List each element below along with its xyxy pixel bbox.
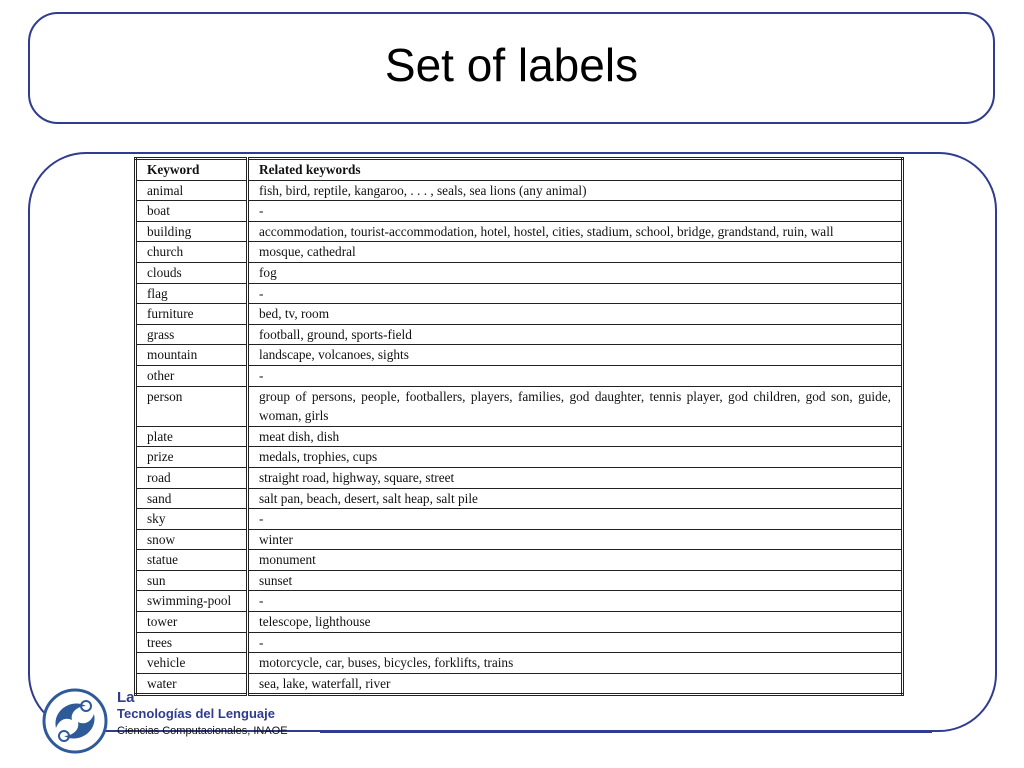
related-keywords-cell: landscape, volcanoes, sights: [248, 345, 903, 366]
keyword-cell: statue: [136, 550, 248, 571]
table-row: [136, 632, 903, 653]
keyword-cell: prize: [136, 447, 248, 468]
keyword-cell: grass: [136, 324, 248, 345]
keyword-cell: sun: [136, 570, 248, 591]
related-keywords-cell: -: [248, 509, 903, 530]
keyword-cell: tower: [136, 612, 248, 633]
table-row: [136, 509, 903, 530]
related-keywords-cell: group of persons, people, footballers, players, families, god daughter, tennis player, god children, god son, guide, woman, girls: [248, 386, 903, 426]
related-keywords-cell: monument: [248, 550, 903, 571]
table-row: [136, 426, 903, 447]
keyword-cell: trees: [136, 632, 248, 653]
related-keywords-cell: accommodation, tourist-accommodation, hotel, hostel, cities, stadium, school, bridge, grandstand, ruin, wall: [248, 221, 903, 242]
related-keywords-cell: sea, lake, waterfall, river: [248, 673, 903, 695]
table-row: [136, 591, 903, 612]
table-row: [136, 221, 903, 242]
keyword-table: [134, 157, 904, 696]
keyword-cell: animal: [136, 180, 248, 201]
keyword-cell: mountain: [136, 345, 248, 366]
keyword-cell: vehicle: [136, 653, 248, 674]
table-row: [136, 304, 903, 325]
table-row: [136, 570, 903, 591]
keyword-cell: furniture: [136, 304, 248, 325]
keyword-cell: sand: [136, 488, 248, 509]
related-keywords-cell: mosque, cathedral: [248, 242, 903, 263]
table-row: [136, 283, 903, 304]
related-keywords-cell: winter: [248, 529, 903, 550]
related-keywords-cell: motorcycle, car, buses, bicycles, forklifts, trains: [248, 653, 903, 674]
related-keywords-cell: medals, trophies, cups: [248, 447, 903, 468]
keyword-cell: other: [136, 365, 248, 386]
table-row: [136, 242, 903, 263]
footer-line-1: La: [117, 690, 135, 706]
table-row: [136, 324, 903, 345]
related-keywords-cell: -: [248, 632, 903, 653]
related-keywords-cell: sunset: [248, 570, 903, 591]
keyword-cell: building: [136, 221, 248, 242]
related-keywords-cell: bed, tv, room: [248, 304, 903, 325]
keyword-cell: sky: [136, 509, 248, 530]
related-keywords-cell: -: [248, 591, 903, 612]
table-row: [136, 386, 903, 426]
keyword-cell: swimming-pool: [136, 591, 248, 612]
table-row: [136, 488, 903, 509]
keyword-cell: boat: [136, 201, 248, 222]
keyword-cell: clouds: [136, 262, 248, 283]
table-row: [136, 612, 903, 633]
related-keywords-cell: -: [248, 201, 903, 222]
related-keywords-cell: straight road, highway, square, street: [248, 467, 903, 488]
inaoe-logo-icon: [42, 688, 108, 754]
footer-branding: [117, 690, 288, 739]
keyword-cell: flag: [136, 283, 248, 304]
footer-divider: [320, 731, 932, 733]
keyword-cell: plate: [136, 426, 248, 447]
slide-title: Set of labels: [384, 39, 639, 91]
keyword-table-container: [134, 157, 904, 696]
table-row: [136, 529, 903, 550]
table-header-row: [136, 159, 903, 181]
related-keywords-cell: -: [248, 365, 903, 386]
title-frame: [28, 12, 995, 124]
keyword-cell: water: [136, 673, 248, 695]
table-row: [136, 262, 903, 283]
related-keywords-cell: fog: [248, 262, 903, 283]
table-row: [136, 180, 903, 201]
table-row: [136, 653, 903, 674]
table-row: [136, 345, 903, 366]
related-keywords-cell: meat dish, dish: [248, 426, 903, 447]
keyword-cell: road: [136, 467, 248, 488]
table-row: [136, 365, 903, 386]
table-row: [136, 467, 903, 488]
footer-line-2: Tecnologías del Lenguaje: [117, 706, 275, 721]
keyword-cell: church: [136, 242, 248, 263]
related-keywords-cell: telescope, lighthouse: [248, 612, 903, 633]
keyword-cell: person: [136, 386, 248, 426]
column-header-related: Related keywords: [248, 159, 903, 181]
related-keywords-cell: salt pan, beach, desert, salt heap, salt pile: [248, 488, 903, 509]
keyword-cell: snow: [136, 529, 248, 550]
table-row: [136, 447, 903, 468]
footer-line-3: Ciencias Computacionales, INAOE: [117, 725, 288, 737]
column-header-keyword: Keyword: [136, 159, 248, 181]
related-keywords-cell: football, ground, sports-field: [248, 324, 903, 345]
related-keywords-cell: -: [248, 283, 903, 304]
table-row: [136, 550, 903, 571]
table-body: [136, 180, 903, 695]
related-keywords-cell: fish, bird, reptile, kangaroo, . . . , seals, sea lions (any animal): [248, 180, 903, 201]
table-row: [136, 201, 903, 222]
